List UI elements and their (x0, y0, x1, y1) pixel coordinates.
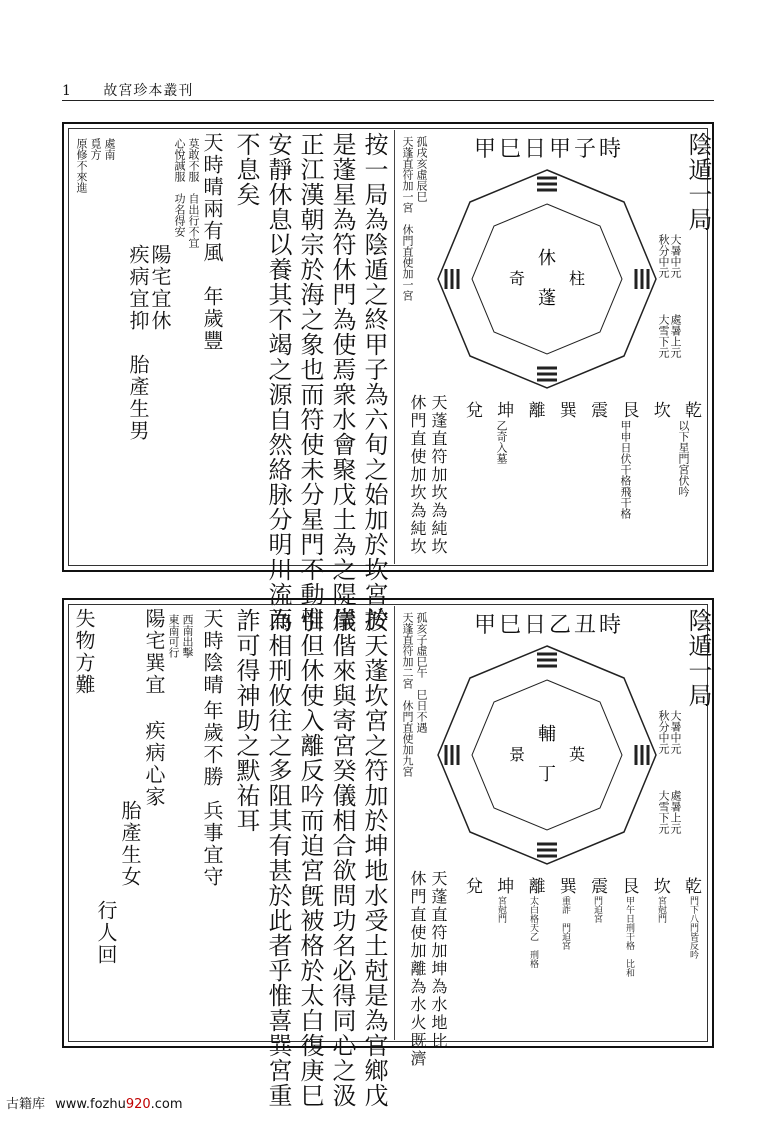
panel-1-main-1: 按一局為陰遁之終甲子為六旬之始加於坎宮於 (360, 132, 388, 632)
book-title: 故宮珍本叢刊 (103, 83, 194, 99)
board-center-2: 蓬 (538, 288, 556, 309)
trigram-gen: 艮 (622, 877, 640, 897)
trigram-qian: 乾 (684, 877, 702, 897)
panel-2-left-4: 西南出擊 (181, 614, 194, 658)
panel-2-left-3: 兵事宜守 (200, 800, 224, 888)
panel-2-term-a: 大暑中元 (669, 710, 682, 754)
panel-1-left-1: 天時晴兩有風 年歲豐 (200, 132, 224, 352)
page-header (62, 80, 193, 100)
page-number: 1 (62, 83, 72, 99)
panel-2-left-7: 疾病心家 (142, 720, 166, 808)
panel-2-term-b: 秋分中元 (657, 710, 670, 754)
trigram-note-gen: 甲午日刑干格 比和 (624, 896, 634, 977)
trigram-kun: 坤 (497, 401, 515, 421)
board-inner-octagon (472, 680, 622, 830)
board-outer-octagon (438, 646, 656, 864)
panel-1-board (432, 164, 662, 394)
panel-1-term-b: 秋分中元 (657, 234, 670, 278)
board-inner-octagon (472, 204, 622, 354)
panel-2-title: 甲巳日乙丑時 (474, 613, 625, 638)
panel-1-left-4: 陽宅宜休 (148, 244, 172, 332)
footer-url-suffix: .com (150, 1097, 183, 1112)
panel-2-term-c: 處暑上元 (669, 790, 682, 834)
trigram-xun: 巽 (559, 877, 577, 897)
panel-1-left-2: 莫敢不服 自出行不宜 (187, 138, 200, 248)
panel-1-left-6: 處南 (103, 138, 116, 160)
trigram-note-kun: 乙奇入墓 (495, 420, 508, 464)
trigram-xun: 巽 (559, 401, 577, 421)
trigram-dui: 兌 (466, 401, 483, 421)
panel-1-main-5: 不息矣 (232, 132, 260, 207)
panel-1-trigrams (466, 396, 702, 421)
panel-1-main-2: 是蓬星為符休門為使焉衆水會聚戊土為之隄岸 (328, 132, 356, 632)
panel-1-note-col1: 孤戌亥虛辰巳 (415, 136, 428, 202)
panel-2-trigrams (466, 872, 702, 897)
panel-1-main-4: 安靜休息以養其不竭之源自然絡脉分明川流而 (264, 132, 292, 632)
panel-1-heading: 陰遁一局 (684, 132, 712, 232)
panel-1-left-8: 原修不來進 (75, 138, 88, 193)
site-footer[interactable] (6, 1093, 183, 1112)
panel-2-note-col1: 孤亥子虛巳午 巳日不遇 (415, 612, 428, 733)
trigram-note-qian: 以下星門宮伏吟 (677, 420, 690, 497)
panel-2-note-col2: 天蓬直符加二宮 休門直使加九宮 (401, 612, 414, 777)
panel-1-title: 甲巳日甲子時 (474, 137, 625, 162)
header-rule (62, 100, 714, 101)
panel-1-left-5: 疾病宜抑 胎產生男 (126, 244, 150, 442)
panel-1-term-d: 大雪下元 (657, 314, 670, 358)
panel-1-bottom-left-1: 天蓬直符加坎為純坎 (429, 394, 448, 556)
panel-1-bottom-left-2: 休門直使加坎為純坎 (408, 394, 427, 556)
board-center-4: 柱 (568, 269, 586, 288)
trigram-qian: 乾 (684, 401, 702, 421)
panel-2-left-10: 失物方難 (72, 608, 96, 696)
panel-2-bottom-left-2: 休門直使加離為水火既濟 (408, 870, 427, 1068)
trigram-zhen: 震 (591, 401, 609, 421)
panel-2-left-5: 東南可行 (167, 614, 180, 658)
board-outer-octagon (438, 170, 656, 388)
panel-2-left-1: 天時陰晴 (200, 608, 224, 696)
footer-url[interactable] (55, 1097, 182, 1112)
trigram-dui: 兌 (466, 877, 483, 897)
footer-site-name: 古籍库 (6, 1097, 46, 1112)
trigram-kan: 坎 (653, 877, 671, 897)
board-center-2: 丁 (538, 764, 556, 785)
trigram-marks (446, 178, 648, 380)
panel-1-left-3: 心悅誠服 功名得安 (173, 138, 186, 237)
panel-2-main-5: 詐可得神助之默祐耳 (232, 608, 260, 833)
panel-2-divider (394, 606, 395, 1040)
trigram-note-kan: 宮尅門 (656, 896, 666, 923)
panel-1-left-7: 覓方 (89, 138, 102, 160)
board-center-1: 休 (538, 248, 556, 269)
trigram-zhen: 震 (591, 877, 609, 897)
trigram-note-zhen: 門迫宮 (592, 896, 602, 923)
trigram-li: 離 (528, 401, 546, 421)
trigram-kan: 坎 (653, 401, 671, 421)
trigram-note-qian: 門下八門皆反吟 (688, 896, 698, 959)
panel-2-main-4: 為相刑攸往之多阻其有甚於此者乎惟喜巽宮重 (264, 608, 292, 1108)
panel-2-left-8: 胎產生女 (118, 800, 142, 888)
panel-1-term-a: 大暑中元 (669, 234, 682, 278)
panel-1-note-col2: 天蓬直符加一宮 休門直使加一宮 (401, 136, 414, 301)
panel-2-main-3: 引但休使入離反吟而迫宮旣被格於太白復庚巳 (296, 608, 324, 1108)
trigram-marks (446, 654, 648, 856)
panel-1-main-3: 正江漢朝宗於海之象也而符使未分星門不動惟 (296, 132, 324, 632)
panel-2-left-9: 行人回 (94, 900, 118, 966)
board-center-1: 輔 (538, 724, 556, 745)
panel-2-main-2: 儀偕來與寄宮癸儀相合欲問功名必得同心之汲 (328, 608, 356, 1108)
trigram-li: 離 (528, 877, 546, 897)
panel-2-main-1: 按天蓬坎宮之符加於坤地水受土尅是為官鄉戊 (360, 608, 388, 1108)
footer-url-prefix: www.fozhu (55, 1097, 126, 1112)
panel-2-bottom-left-1: 天蓬直符加坤為水地比 (429, 870, 448, 1050)
footer-url-num: 920 (125, 1097, 151, 1112)
panel-2-term-d: 大雪下元 (657, 790, 670, 834)
trigram-note-xun: 重詐 門迫宮 (560, 896, 570, 950)
board-center-3: 景 (508, 745, 526, 764)
trigram-kun: 坤 (497, 877, 515, 897)
panel-1-term-c: 處暑上元 (669, 314, 682, 358)
trigram-note-kun: 宮尅門 (496, 896, 506, 923)
panel-2-heading: 陰遁一局 (684, 608, 712, 708)
panel-1-divider (394, 130, 395, 564)
trigram-note-gen: 甲申日伏干格飛干格 (619, 420, 632, 519)
panel-2-board (432, 640, 662, 870)
board-center-3: 奇 (508, 269, 526, 288)
trigram-note-li: 太白格天乙 刑格 (528, 896, 538, 968)
panel-2-left-2: 年歲不勝 (200, 700, 224, 788)
trigram-gen: 艮 (622, 401, 640, 421)
panel-2-left-6: 陽宅巽宜 (142, 608, 166, 696)
board-center-4: 英 (568, 745, 586, 764)
